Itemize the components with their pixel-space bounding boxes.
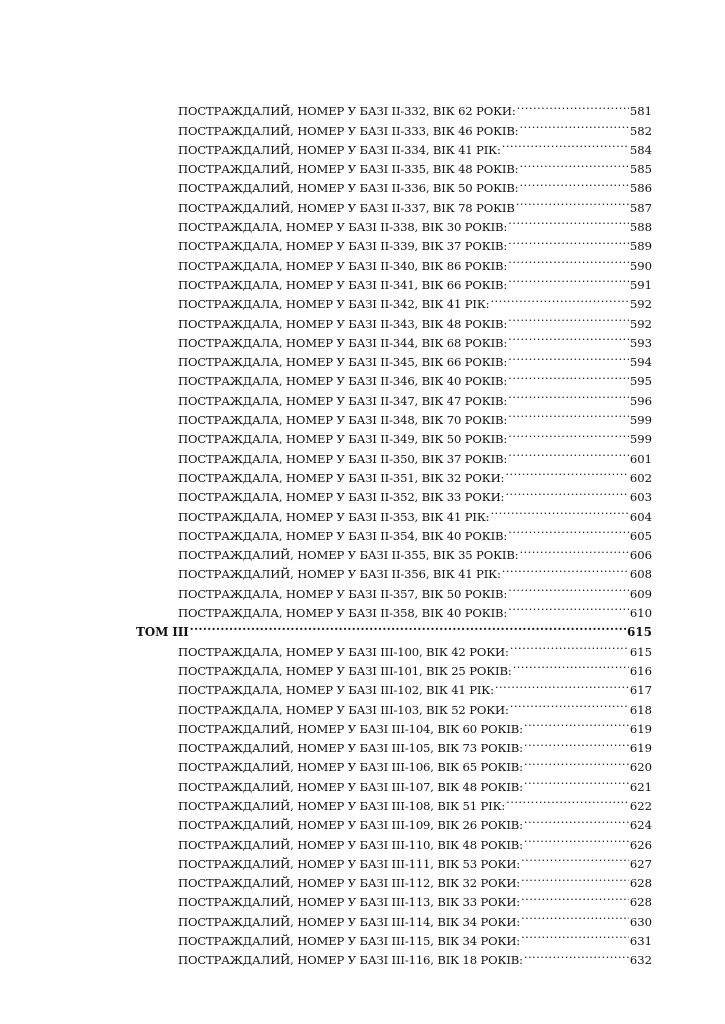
toc-entry-title: ПОСТРАЖДАЛА, НОМЕР У БАЗІ ІІ-340, ВІК 86 РОКІВ: (178, 258, 508, 273)
toc-entry-title: ПОСТРАЖДАЛА, НОМЕР У БАЗІ ІІ-347, ВІК 47 РОКІВ: (178, 393, 508, 408)
toc-entry-title: ПОСТРАЖДАЛА, НОМЕР У БАЗІ ІІ-352, ВІК 33 РОКИ: (178, 490, 505, 505)
dot-leader (508, 521, 629, 540)
dot-leader (521, 926, 629, 945)
toc-page-number: 601 (629, 451, 652, 466)
dot-leader (519, 173, 628, 192)
toc-page-number: 615 (626, 625, 652, 640)
toc-page-number: 626 (629, 837, 652, 852)
toc-page-number: 619 (629, 741, 652, 756)
toc-page-number: 609 (629, 586, 652, 601)
dot-leader (521, 849, 629, 868)
dot-leader (508, 385, 629, 404)
dot-leader (513, 656, 629, 675)
dot-leader (524, 771, 629, 790)
toc-page-number: 595 (629, 374, 652, 389)
dot-leader (490, 289, 628, 308)
toc-page-number: 622 (629, 798, 652, 813)
dot-leader (508, 366, 629, 385)
dot-leader (508, 578, 629, 597)
toc-page-number: 615 (629, 644, 652, 659)
toc-page-number: 616 (629, 663, 652, 678)
dot-leader (524, 714, 629, 733)
dot-leader (508, 250, 629, 269)
dot-leader (510, 694, 629, 713)
toc-page-number: 596 (629, 393, 652, 408)
toc-page-number: 618 (629, 702, 652, 717)
toc-entry-title: ПОСТРАЖДАЛА, НОМЕР У БАЗІ ІІ-348, ВІК 70 РОКІВ: (178, 413, 508, 428)
toc-entry-title: ПОСТРАЖДАЛИЙ, НОМЕР У БАЗІ ІІ-335, ВІК 48 РОКІВ: (178, 162, 519, 177)
toc-entry-title: ПОСТРАЖДАЛА, НОМЕР У БАЗІ ІІ-342, ВІК 41 РІК: (178, 297, 490, 312)
toc-section-heading[interactable] (0, 617, 652, 640)
toc-page-number: 630 (629, 914, 652, 929)
toc-entry-title: ПОСТРАЖДАЛА, НОМЕР У БАЗІ ІІ-350, ВІК 37 РОКІВ: (178, 451, 508, 466)
toc-entry-title: ПОСТРАЖДАЛИЙ, НОМЕР У БАЗІ ІІІ-114, ВІК 34 РОКИ: (178, 914, 521, 929)
toc-page-number: 592 (629, 316, 652, 331)
toc-entry[interactable] (0, 636, 652, 659)
toc-entry-title: ПОСТРАЖДАЛИЙ, НОМЕР У БАЗІ ІІІ-110, ВІК 48 РОКІВ: (178, 837, 523, 852)
dot-leader (508, 212, 629, 231)
toc-page-number: 627 (629, 856, 652, 871)
dot-leader (190, 617, 626, 636)
toc-page-number: 606 (629, 548, 652, 563)
toc-page-number: 594 (629, 355, 652, 370)
dot-leader (508, 347, 629, 366)
toc-entry-title: ПОСТРАЖДАЛИЙ, НОМЕР У БАЗІ ІІІ-105, ВІК 73 РОКІВ: (178, 741, 523, 756)
toc-page-number: 588 (629, 220, 652, 235)
dot-leader (524, 752, 629, 771)
toc-entry-title: ПОСТРАЖДАЛИЙ, НОМЕР У БАЗІ ІІ-333, ВІК 46 РОКІВ: (178, 123, 519, 138)
toc-entry-title: ПОСТРАЖДАЛИЙ, НОМЕР У БАЗІ ІІІ-104, ВІК 60 РОКІВ: (178, 721, 523, 736)
toc-page-number: 617 (629, 683, 652, 698)
toc-entry-title: ПОСТРАЖДАЛА, НОМЕР У БАЗІ ІІІ-103, ВІК 52 РОКИ: (178, 702, 509, 717)
toc-page-number: 586 (629, 181, 652, 196)
toc-page-number: 605 (629, 528, 652, 543)
dot-leader (524, 829, 629, 848)
dot-leader (502, 135, 629, 154)
toc-entry[interactable] (0, 96, 652, 119)
toc-entry-title: ТОМ ІІІ (136, 625, 189, 640)
dot-leader (519, 540, 628, 559)
dot-leader (521, 906, 629, 925)
dot-leader (508, 231, 629, 250)
toc-entry-title: ПОСТРАЖДАЛА, НОМЕР У БАЗІ ІІ-346, ВІК 40 РОКІВ: (178, 374, 508, 389)
toc-page-number: 589 (629, 239, 652, 254)
dot-leader (524, 945, 629, 964)
toc-entry-title: ПОСТРАЖДАЛИЙ, НОМЕР У БАЗІ ІІІ-113, ВІК 33 РОКИ: (178, 895, 521, 910)
dot-leader (508, 328, 629, 347)
dot-leader (505, 463, 629, 482)
toc-page-number: 631 (629, 934, 652, 949)
toc-page-number: 602 (629, 470, 652, 485)
dot-leader (502, 559, 629, 578)
dot-leader (495, 675, 629, 694)
toc-entry-title: ПОСТРАЖДАЛА, НОМЕР У БАЗІ ІІІ-101, ВІК 25 РОКІВ: (178, 663, 512, 678)
dot-leader (510, 636, 629, 655)
toc-entry-title: ПОСТРАЖДАЛИЙ, НОМЕР У БАЗІ ІІ-355, ВІК 35 РОКІВ: (178, 548, 519, 563)
toc-entry-title: ПОСТРАЖДАЛА, НОМЕР У БАЗІ ІІ-353, ВІК 41 РІК: (178, 509, 490, 524)
toc-page-number: 628 (629, 895, 652, 910)
toc-entry-title: ПОСТРАЖДАЛИЙ, НОМЕР У БАЗІ ІІ-336, ВІК 50 РОКІВ: (178, 181, 519, 196)
toc-page-number: 581 (629, 104, 652, 119)
toc-entry-title: ПОСТРАЖДАЛИЙ, НОМЕР У БАЗІ ІІ-332, ВІК 62 РОКИ: (178, 104, 516, 119)
dot-leader (521, 887, 629, 906)
dot-leader (519, 154, 628, 173)
toc-entry-title: ПОСТРАЖДАЛА, НОМЕР У БАЗІ ІІ-338, ВІК 30 РОКІВ: (178, 220, 508, 235)
toc-entry-title: ПОСТРАЖДАЛА, НОМЕР У БАЗІ ІІ-354, ВІК 40 РОКІВ: (178, 528, 508, 543)
toc-entry-title: ПОСТРАЖДАЛИЙ, НОМЕР У БАЗІ ІІІ-109, ВІК 26 РОКІВ: (178, 818, 523, 833)
dot-leader (505, 482, 629, 501)
toc-page-number: 624 (629, 818, 652, 833)
dot-leader (516, 192, 629, 211)
dot-leader (506, 791, 629, 810)
toc-page-number: 593 (629, 335, 652, 350)
toc-page-number: 604 (629, 509, 652, 524)
toc-entry-title: ПОСТРАЖДАЛА, НОМЕР У БАЗІ ІІ-358, ВІК 40 РОКІВ: (178, 606, 508, 621)
toc-page-number: 584 (629, 142, 652, 157)
toc-page-number: 608 (629, 567, 652, 582)
toc-entry-title: ПОСТРАЖДАЛИЙ, НОМЕР У БАЗІ ІІІ-107, ВІК 48 РОКІВ: (178, 779, 523, 794)
toc-page-number: 599 (629, 413, 652, 428)
toc-page-number: 592 (629, 297, 652, 312)
toc-page-number: 591 (629, 277, 652, 292)
toc-entry-title: ПОСТРАЖДАЛИЙ, НОМЕР У БАЗІ ІІІ-116, ВІК 18 РОКІВ: (178, 953, 523, 968)
toc-entry-title: ПОСТРАЖДАЛА, НОМЕР У БАЗІ ІІІ-102, ВІК 41 РІК: (178, 683, 494, 698)
dot-leader (521, 868, 629, 887)
toc-page-number: 619 (629, 721, 652, 736)
toc-entry-title: ПОСТРАЖДАЛА, НОМЕР У БАЗІ ІІ-357, ВІК 50 РОКІВ: (178, 586, 508, 601)
toc-entry-title: ПОСТРАЖДАЛИЙ, НОМЕР У БАЗІ ІІІ-106, ВІК 65 РОКІВ: (178, 760, 523, 775)
toc-page-number: 599 (629, 432, 652, 447)
dot-leader (524, 810, 629, 829)
toc-page-number: 590 (629, 258, 652, 273)
dot-leader (508, 270, 629, 289)
dot-leader (508, 424, 629, 443)
toc-entry-title: ПОСТРАЖДАЛА, НОМЕР У БАЗІ ІІ-339, ВІК 37 РОКІВ: (178, 239, 508, 254)
dot-leader (517, 96, 629, 115)
toc-page-number: 603 (629, 490, 652, 505)
toc-page-number: 610 (629, 606, 652, 621)
toc-entry-title: ПОСТРАЖДАЛА, НОМЕР У БАЗІ ІІ-349, ВІК 50 РОКІВ: (178, 432, 508, 447)
dot-leader (519, 115, 628, 134)
dot-leader (508, 443, 629, 462)
dot-leader (490, 501, 628, 520)
toc-entry-title: ПОСТРАЖДАЛИЙ, НОМЕР У БАЗІ ІІІ-115, ВІК 34 РОКИ: (178, 934, 521, 949)
toc-entry-title: ПОСТРАЖДАЛИЙ, НОМЕР У БАЗІ ІІ-356, ВІК 41 РІК: (178, 567, 501, 582)
toc-page-number: 621 (629, 779, 652, 794)
toc-entry-title: ПОСТРАЖДАЛА, НОМЕР У БАЗІ ІІ-341, ВІК 66 РОКІВ: (178, 277, 508, 292)
toc-entry-title: ПОСТРАЖДАЛА, НОМЕР У БАЗІ ІІ-345, ВІК 66 РОКІВ: (178, 355, 508, 370)
toc-entry-title: ПОСТРАЖДАЛИЙ, НОМЕР У БАЗІ ІІІ-108, ВІК 51 РІК: (178, 798, 506, 813)
toc-entry-title: ПОСТРАЖДАЛИЙ, НОМЕР У БАЗІ ІІ-337, ВІК 78 РОКІВ (178, 200, 515, 215)
toc-entry-title: ПОСТРАЖДАЛИЙ, НОМЕР У БАЗІ ІІІ-112, ВІК 32 РОКИ: (178, 876, 521, 891)
toc-page-number: 587 (629, 200, 652, 215)
dot-leader (508, 405, 629, 424)
toc-entry-title: ПОСТРАЖДАЛА, НОМЕР У БАЗІ ІІ-344, ВІК 68 РОКІВ: (178, 335, 508, 350)
table-of-contents (0, 96, 725, 968)
toc-page-number: 632 (629, 953, 652, 968)
toc-page-number: 582 (629, 123, 652, 138)
toc-entry-title: ПОСТРАЖДАЛА, НОМЕР У БАЗІ ІІ-351, ВІК 32 РОКИ: (178, 470, 505, 485)
toc-entry-title: ПОСТРАЖДАЛИЙ, НОМЕР У БАЗІ ІІІ-111, ВІК 53 РОКИ: (178, 856, 521, 871)
toc-entry-title: ПОСТРАЖДАЛА, НОМЕР У БАЗІ ІІІ-100, ВІК 42 РОКИ: (178, 644, 509, 659)
toc-entry-title: ПОСТРАЖДАЛИЙ, НОМЕР У БАЗІ ІІ-334, ВІК 41 РІК: (178, 142, 501, 157)
toc-page-number: 620 (629, 760, 652, 775)
toc-page-number: 585 (629, 162, 652, 177)
toc-entry-title: ПОСТРАЖДАЛА, НОМЕР У БАЗІ ІІ-343, ВІК 48 РОКІВ: (178, 316, 508, 331)
dot-leader (508, 308, 629, 327)
toc-page-number: 628 (629, 876, 652, 891)
dot-leader (508, 598, 629, 617)
dot-leader (524, 733, 629, 752)
